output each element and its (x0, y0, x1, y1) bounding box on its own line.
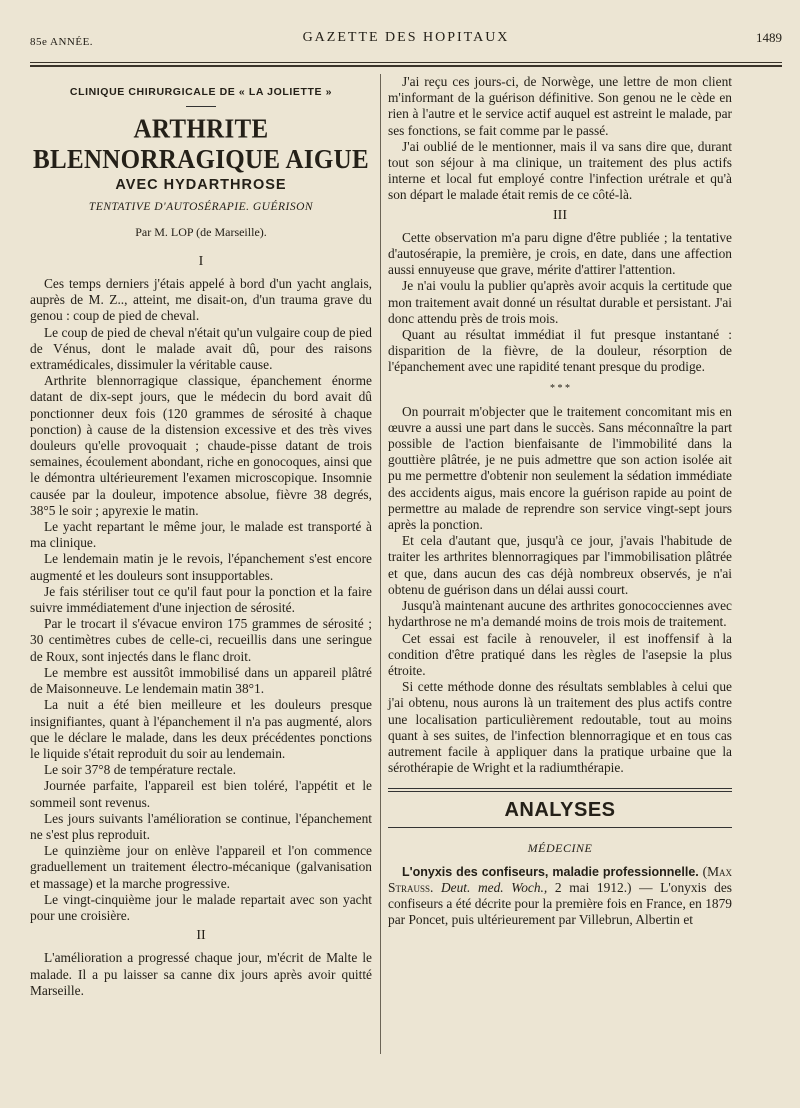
article-subsubtitle: TENTATIVE D'AUTOSÉRAPIE. GUÉRISON (88, 201, 314, 214)
paragraph: Arthrite blennorragique classique, épanchement énorme datant de dix-sept jours, que le médecin du bord avait dû ponctionner deux fois (120 grammes de sérosité à chaque ponction) à cause de la distension excessive et des très vives douleurs qu'elle provoquait ; chaude-pisse datant de trois semaines, écoulement abondant, riche en gonocoques, ainsi que le démontra ultérieurement l'examen microscopique. Insomnie causée par la douleur, impotence absolue, fièvre 38 degrés, 38°5 le soir ; apyrexie le matin. (30, 373, 372, 518)
article-subtitle: AVEC HYDARTHROSE (115, 177, 287, 194)
paragraph: Le vingt-cinquième jour le malade repartait avec son yacht pour une croisière. (30, 891, 372, 923)
paragraph: Par le trocart il s'évacue environ 175 grammes de sérosité ; 30 centimètres cubes de celle-ci, recueillis dans une seringue de Roux, sont injectés dans le flanc droit. (30, 616, 372, 664)
section-numeral: II (196, 928, 206, 944)
analyses-rule (388, 788, 732, 792)
analysis-title: L'onyxis des confiseurs, maladie professionnelle. (402, 864, 699, 879)
paragraph: J'ai reçu ces jours-ci, de Norwège, une lettre de mon client m'informant de la guérison définitive. Son genou ne le cède en rien à l'autre et le service actif auquel est astreint le malade, par ses fonctions, se fait comme par le passé. (388, 74, 732, 138)
analysis-author: (Max Strauss. (388, 863, 732, 895)
paragraph: L'amélioration a progressé chaque jour, m'écrit de Malte le malade. Il a pu laisser sa canne dix jours après avoir quitté Marseille. (30, 950, 372, 998)
right-column (388, 74, 732, 929)
paragraph: On pourrait m'objecter que le traitement concomitant mis en œuvre a aussi une part dans le succès. Sans méconnaître la part possible de l'action bienfaisante de l'immobilité dans la gouttière plâtrée, je ne puis admettre que son action isolée ait pu me permettre d'obtenir non seulement la sédation immédiate des accidents aigus, mais encore la guérison rapide au point de permettre au malade de reprendre son service vingt-sept jours après la ponction. (388, 403, 732, 533)
paragraph: Le yacht repartant le même jour, le malade est transporté à ma clinique. (30, 519, 372, 551)
analysis-source: Deut. med. Woch., (440, 879, 548, 895)
paragraph: Le soir 37°8 de température rectale. (44, 762, 236, 778)
left-column (30, 74, 372, 999)
journal-name: GAZETTE DES HOPITAUX (302, 30, 510, 45)
paragraph: La nuit a été bien meilleure et les douleurs presque insignifiantes, quant à l'épanchement il n'a pas augmenté, alors que le déclare le malade, dans les deux précédentes ponctions le liquide s'était reproduit du soir au lendemain. (30, 697, 372, 761)
article-author: Par M. LOP (de Marseille). (135, 224, 267, 239)
asterism: * * * (550, 382, 570, 394)
paragraph: Je fais stériliser tout ce qu'il faut pour la ponction et la faire suivre immédiatement d'une injection de sérosité. (30, 583, 372, 616)
paragraph: Cet essai est facile à renouveler, il est inoffensif à la condition d'être pratiqué dans les règles de l'asepsie la plus étroite. (388, 630, 732, 678)
paragraph: Je n'ai voulu la publier qu'après avoir acquis la certitude que mon traitement avait donné un résultat durable et persistant. J'ai donc attendu près de trois mois. (388, 278, 732, 326)
article-title: ARTHRITE BLENNORRAGIQUE AIGUE (33, 114, 369, 175)
analyses-underline (388, 827, 732, 828)
paragraph: Ces temps derniers j'étais appelé à bord d'un yacht anglais, auprès de M. Z.., atteint, me disait-on, d'un trauma grave du genou : coup de pied de cheval. (30, 276, 372, 324)
section-numeral: I (198, 253, 204, 269)
paragraph: Si cette méthode donne des résultats semblables à celui que j'ai obtenu, nous aurons là un traitement des plus actifs contre une localisation particulièrement redoutable, tout au moins quant à ses suites, de l'infection blennorragique et en tous cas autrement facile à appliquer dans la pratique urbaine que la sérothérapie de Wright et la radiumthérapie. (388, 679, 732, 776)
analysis-abstract (388, 864, 732, 929)
clinic-name: CLINIQUE CHIRURGICALE DE « LA JOLIETTE » (69, 86, 333, 98)
header-rule (30, 62, 782, 67)
page-number: 1489 (756, 30, 782, 45)
section-numeral: III (553, 207, 567, 223)
column-divider (380, 74, 381, 1054)
paragraph: Le quinzième jour on enlève l'appareil et l'on commence graduellement un traitement électro-mécanique (galvanisation et massage) et la marche progressive. (30, 843, 372, 891)
analyses-category: MÉDECINE (527, 840, 593, 855)
paragraph: Les jours suivants l'amélioration se continue, l'épanchement ne s'est plus reproduit. (30, 810, 372, 842)
short-rule (186, 106, 216, 107)
analyses-heading: ANALYSES (504, 799, 616, 822)
paragraph: Le membre est aussitôt immobilisé dans un appareil plâtré de Maisonneuve. Le lendemain matin 38°1. (30, 664, 372, 697)
paragraph: Quant au résultat immédiat il fut presque instantané : disparition de la fièvre, de la douleur, résorption de l'épanchement avec une rapidité tenant presque du prodige. (388, 327, 732, 375)
paragraph: Et cela d'autant que, jusqu'à ce jour, j'avais l'habitude de traiter les arthrites blennorragiques par l'immobilisation plâtrée et que, dans aucun des cas déjà nombreux observés, je n'ai obtenu de guérison dans un délai aussi court. (388, 533, 732, 597)
paragraph: Journée parfaite, l'appareil est bien toléré, l'appétit et le sommeil sont revenus. (30, 778, 372, 810)
running-header (30, 30, 782, 52)
paragraph: Jusqu'à maintenant aucune des arthrites gonococciennes avec hydarthrose ne m'a demandé moins de trois mois de traitement. (388, 598, 732, 630)
paragraph: Cette observation m'a paru digne d'être publiée ; la tentative d'autosérapie, la première, je crois, en date, dans une affection aussi ennuyeuse que grave, mérite d'attirer l'attention. (388, 229, 732, 278)
paragraph: J'ai oublié de le mentionner, mais il va sans dire que, durant tout son séjour à ma clinique, un traitement des plus actifs interne et local fut employé contre l'infection urétrale et qu'à son départ le malade était remis de ce côté-là. (388, 138, 732, 203)
paragraph: Le coup de pied de cheval n'était qu'un vulgaire coup de pied de Vénus, dont le malade avait dû, pour des raisons extramédicales, dissimuler la véritable cause. (30, 324, 372, 373)
analysis-text: 2 mai 1912.) — L'onyxis des confiseurs a été décrite pour la première fois en France, en 1879 par Poncet, puis ultérieurement par Villebrun, Albertin et (388, 879, 732, 928)
paragraph: Le lendemain matin je le revois, l'épanchement s'est encore augmenté et les douleurs sont insupportables. (30, 551, 372, 583)
issue-year: 85e ANNÉE. (30, 36, 94, 48)
